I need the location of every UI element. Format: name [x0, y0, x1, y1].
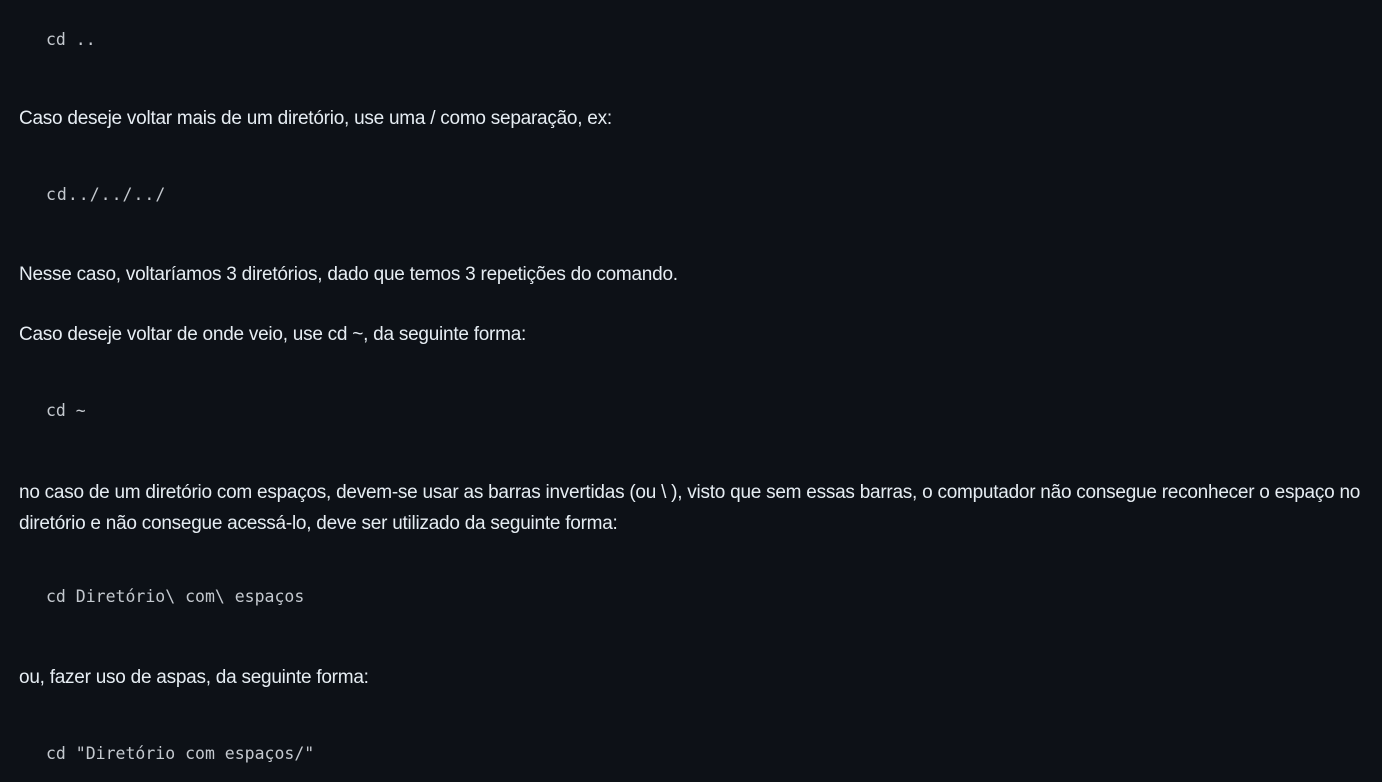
paragraph-spaces: no caso de um diretório com espaços, devem-se usar as barras invertidas (ou \ ), visto que sem essas barras, o computador não consegue reconhecer o espaço no diretório e não consegue acessá-lo, deve ser utilizado da seguinte forma: [19, 482, 1361, 534]
code-cd-home: cd ~ [46, 401, 86, 420]
paragraph-home: Caso deseje voltar de onde veio, use cd ~, da seguinte forma: [19, 324, 527, 345]
paragraph-multiple-dirs: Caso deseje voltar mais de um diretório, use uma / como separação, ex: [19, 108, 612, 129]
paragraph-quotes: ou, fazer uso de aspas, da seguinte forma: [19, 667, 369, 688]
code-cd-up: cd .. [46, 30, 96, 49]
code-cd-backslash: cd Diretório\ com\ espaços [46, 587, 305, 606]
code-cd-quotes: cd "Diretório com espaços/" [46, 744, 315, 763]
code-cd-multi: cd../../../ [46, 185, 167, 204]
paragraph-three-dirs: Nesse caso, voltaríamos 3 diretórios, dado que temos 3 repetições do comando. [19, 264, 678, 285]
